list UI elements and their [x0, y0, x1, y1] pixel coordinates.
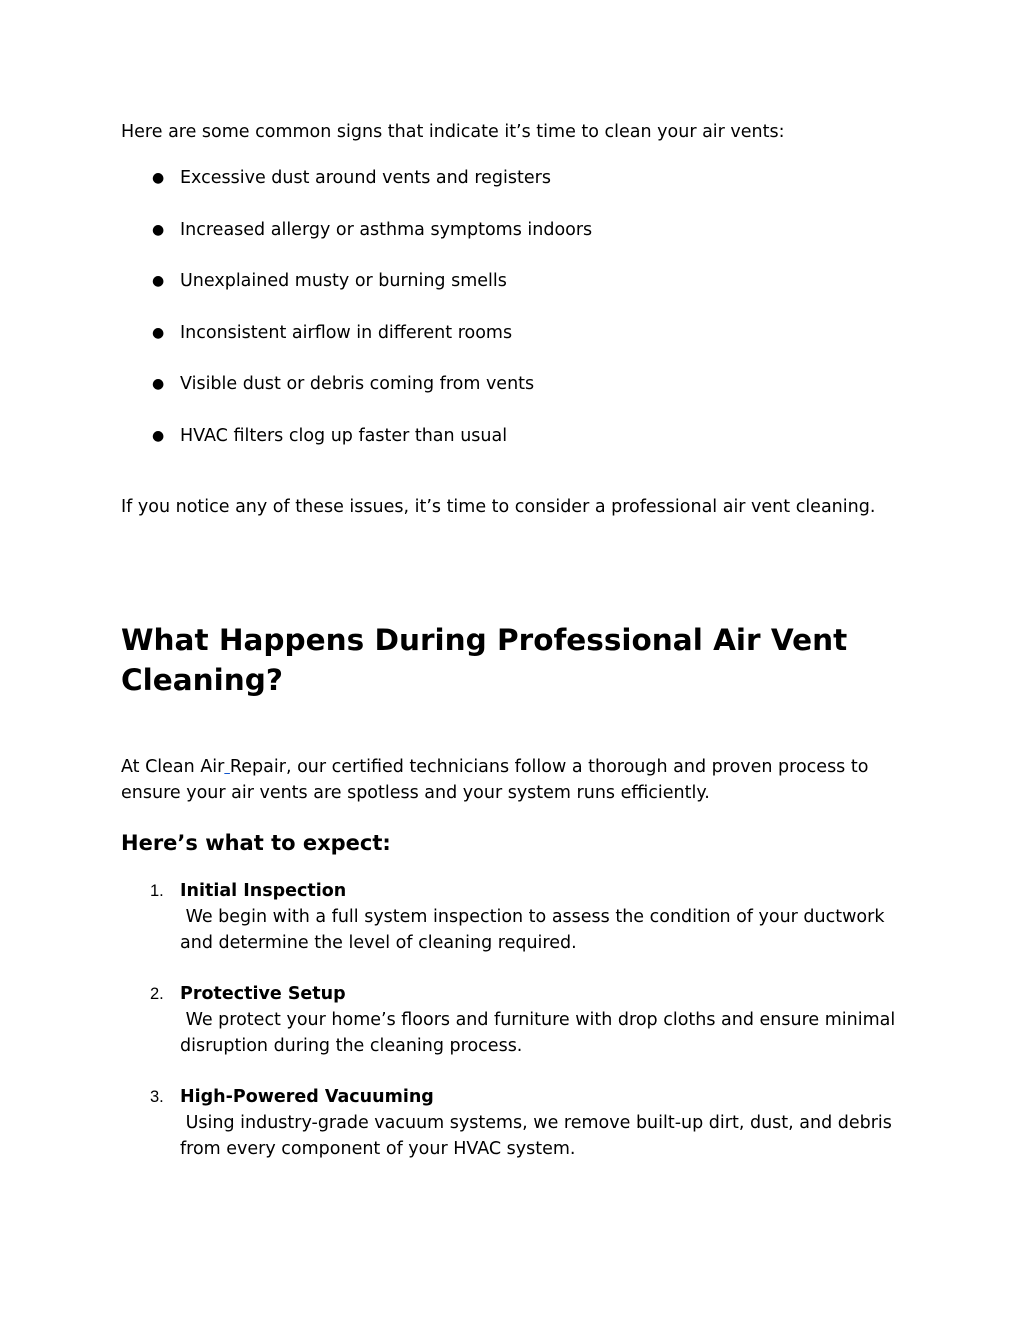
- list-item: [121, 878, 911, 956]
- list-item: [121, 423, 901, 449]
- step-description: We protect your home’s floors and furniture with drop cloths and ensure minimal disruption during the cleaning process.: [180, 1010, 901, 1056]
- notice-paragraph: If you notice any of these issues, it’s time to consider a professional air vent cleaning.: [121, 497, 876, 517]
- list-item: [121, 165, 901, 191]
- list-item: [121, 981, 911, 1059]
- step-title: High-Powered Vacuuming: [180, 1087, 434, 1107]
- list-item: [121, 320, 901, 346]
- step-description: We begin with a full system inspection to assess the condition of your ductwork and determine the level of cleaning required.: [180, 907, 891, 953]
- bullet-icon: ●: [152, 427, 165, 444]
- list-item: [121, 217, 901, 243]
- steps-list: [121, 878, 911, 1187]
- list-item-text: Increased allergy or asthma symptoms indoors: [180, 219, 593, 240]
- list-item-text: Excessive dust around vents and registers: [180, 168, 551, 188]
- bullet-icon: ●: [152, 221, 165, 238]
- process-text-end: Repair, our certified technicians follow a thorough and proven process to ensure your air vents are spotless and your system runs efficiently.: [121, 757, 869, 803]
- list-item-text: HVAC filters clog up faster than usual: [180, 425, 508, 446]
- list-item-text: Unexplained musty or burning smells: [180, 271, 507, 292]
- step-number: 3.: [150, 1088, 164, 1106]
- bullet-icon: ●: [152, 376, 165, 393]
- process-paragraph: [121, 754, 911, 806]
- section-heading: What Happens During Professional Air Vent Cleaning?: [121, 623, 848, 697]
- list-item: [121, 371, 901, 397]
- step-number: 1.: [150, 882, 164, 900]
- step-number: 2.: [150, 985, 164, 1003]
- signs-list: [121, 165, 901, 475]
- step-title: Protective Setup: [180, 984, 346, 1004]
- expect-heading: Here’s what to expect:: [121, 831, 391, 855]
- list-item-text: Visible dust or debris coming from vents: [180, 374, 535, 395]
- bullet-icon: ●: [152, 170, 165, 186]
- bullet-icon: ●: [152, 324, 165, 341]
- step-title: Initial Inspection: [180, 881, 347, 901]
- list-item: [121, 1084, 911, 1162]
- bullet-icon: ●: [152, 273, 165, 290]
- list-item-text: Inconsistent airflow in different rooms: [180, 322, 513, 343]
- process-text-start: At Clean Air: [121, 757, 225, 777]
- list-item: [121, 268, 901, 294]
- intro-paragraph: Here are some common signs that indicate it’s time to clean your air vents:: [121, 122, 785, 142]
- step-description: Using industry-grade vacuum systems, we remove built-up dirt, dust, and debris from every component of your HVAC system.: [180, 1113, 898, 1159]
